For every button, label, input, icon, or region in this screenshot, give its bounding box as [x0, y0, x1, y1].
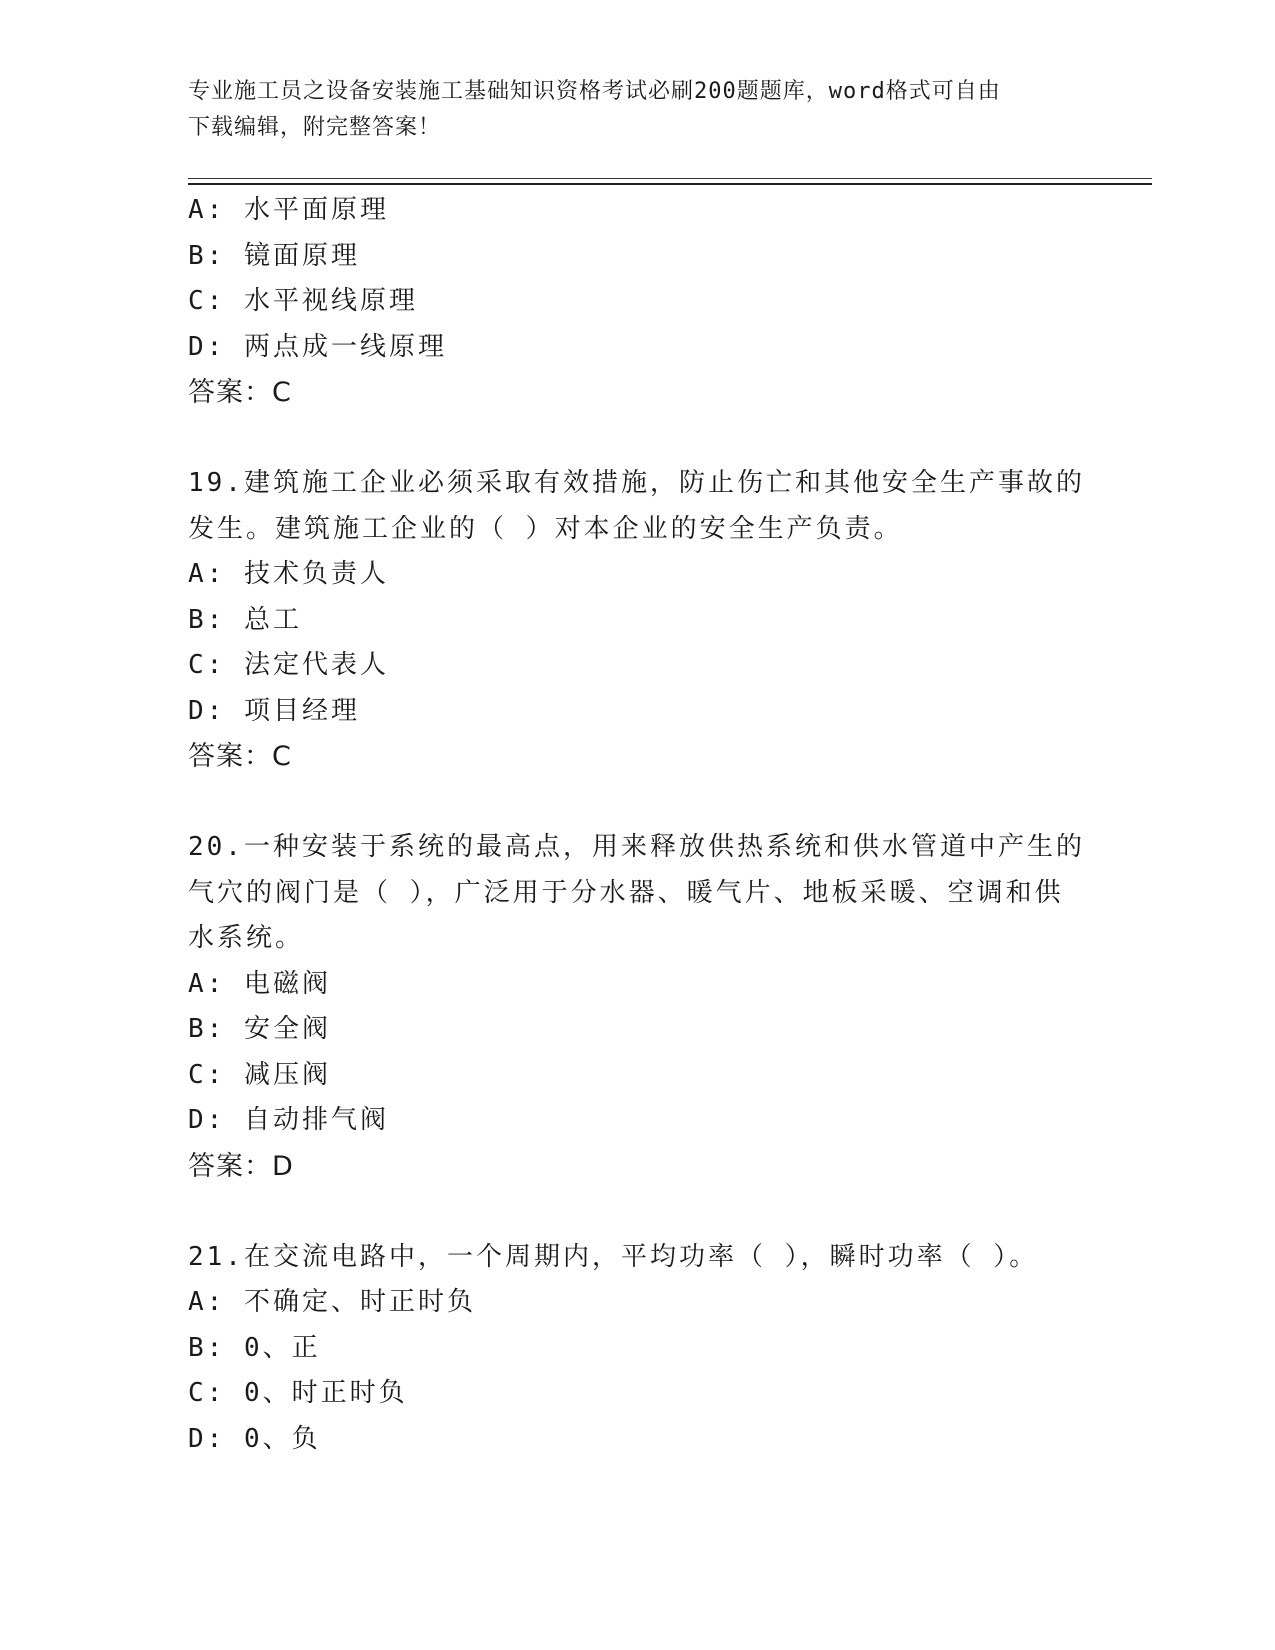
header-line-2: 下载编辑，附完整答案！ [188, 115, 442, 140]
option-c: C: 减压阀 [188, 1059, 331, 1090]
question-20 [188, 825, 1088, 1189]
question-21 [188, 1235, 1088, 1463]
question-text-line-3: 水系统。 [188, 923, 305, 953]
spacer [188, 1189, 1088, 1235]
question-text-line-2: 发生。建筑施工企业的（ ）对本企业的安全生产负责。 [188, 513, 903, 544]
header-divider-thick [188, 183, 1152, 185]
answer-line: 答案：C [188, 377, 292, 408]
question-18 [188, 188, 1088, 416]
option-d: D: 项目经理 [188, 695, 360, 726]
header-line-1: 专业施工员之设备安装施工基础知识资格考试必刷200题题库，word格式可自由 [188, 79, 1001, 104]
option-a: A: 水平面原理 [188, 195, 389, 225]
question-content [188, 188, 1088, 1462]
option-b: B: 总工 [188, 604, 302, 635]
option-b: B: 安全阀 [188, 1014, 331, 1044]
question-text-line-1: 21.在交流电路中，一个周期内，平均功率（ ），瞬时功率（ ）。 [188, 1241, 1039, 1272]
option-c: C: 0、时正时负 [188, 1378, 408, 1408]
question-text-line-1: 20.一种安装于系统的最高点，用来释放供热系统和供水管道中产生的 [188, 832, 1085, 862]
spacer [188, 780, 1088, 826]
question-19 [188, 461, 1088, 780]
answer-line: 答案：D [188, 1150, 294, 1182]
option-d: D: 两点成一线原理 [188, 331, 447, 362]
question-text-line-2: 气穴的阀门是（ ），广泛用于分水器、暖气片、地板采暖、空调和供 [188, 877, 1064, 908]
answer-line: 答案：C [188, 741, 292, 772]
option-b: B: 镜面原理 [188, 240, 360, 271]
option-a: A: 不确定、时正时负 [188, 1287, 476, 1317]
spacer [188, 416, 1088, 462]
option-d: D: 0、负 [188, 1423, 321, 1454]
document-header [188, 74, 1068, 146]
option-c: C: 法定代表人 [188, 650, 389, 680]
option-c: C: 水平视线原理 [188, 286, 418, 316]
option-d: D: 自动排气阀 [188, 1105, 389, 1135]
option-b: B: 0、正 [188, 1332, 321, 1363]
option-a: A: 技术负责人 [188, 559, 389, 589]
option-a: A: 电磁阀 [188, 968, 331, 999]
question-text-line-1: 19.建筑施工企业必须采取有效措施，防止伤亡和其他安全生产事故的 [188, 468, 1085, 498]
header-divider-thin [188, 178, 1152, 179]
